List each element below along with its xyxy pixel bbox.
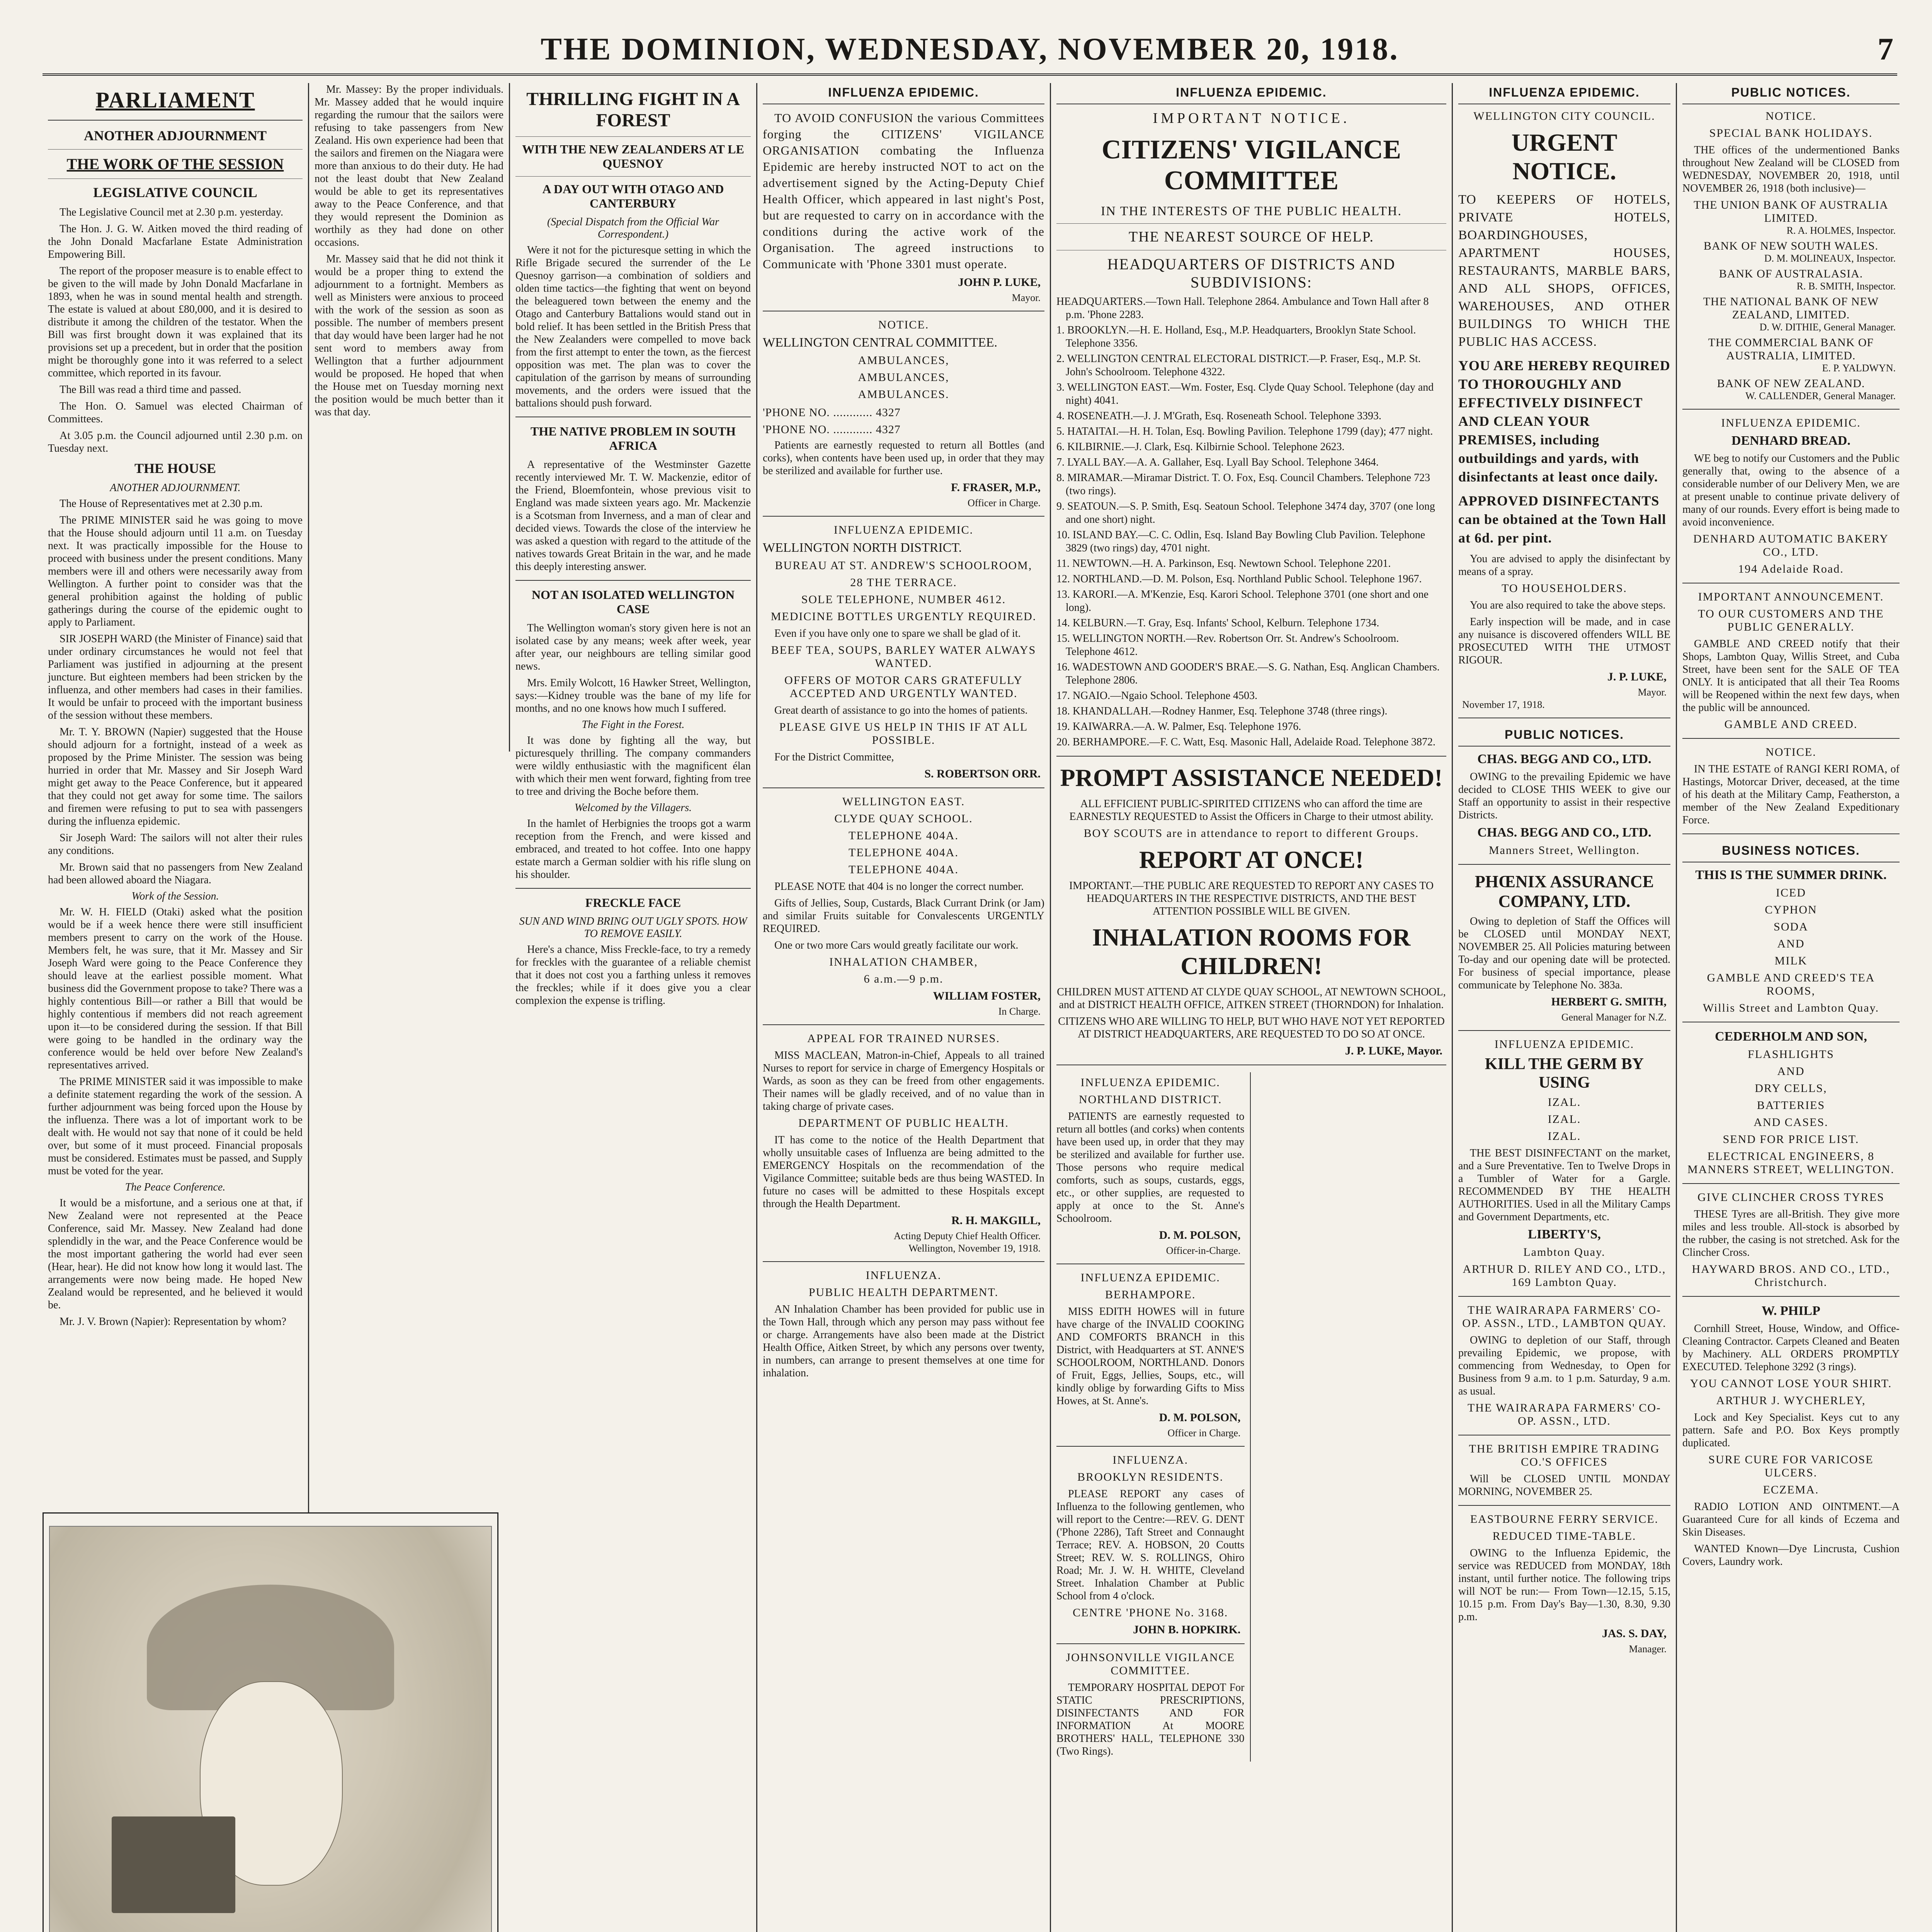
new-zealanders-subheading: WITH THE NEW ZEALANDERS AT LE QUESNOY xyxy=(522,142,744,170)
householders-heading: TO HOUSEHOLDERS. xyxy=(1502,582,1627,595)
public-notices-heading: PUBLIC NOTICES. xyxy=(1458,725,1670,747)
drink-item: AND xyxy=(1777,937,1805,950)
bank-signatory: W. CALLENDER, General Manager. xyxy=(1745,390,1896,401)
notice-date: November 17, 1918. xyxy=(1462,699,1545,710)
article-paragraph: The Legislative Council met at 2.30 p.m. yesterday. xyxy=(60,206,284,218)
approved-disinfectants: APPROVED DISINFECTANTS can be obtained at the Town Hall at 6d. per pint. xyxy=(1458,493,1667,546)
list-item: 12. NORTHLAND.—D. M. Polson, Esq. Northland Public School. Telephone 1967. xyxy=(1056,573,1422,585)
address-line: 28 THE TERRACE. xyxy=(850,576,957,589)
divider xyxy=(1056,223,1446,224)
izal-line: IZAL. xyxy=(1548,1096,1581,1109)
company-title: CHAS. BEGG AND CO., LTD. xyxy=(1477,752,1651,766)
list-item: 8. MIRAMAR.—Miramar District. T. O. Fox, Esq. Council Chambers. Telephone 723 (two rings). xyxy=(1056,472,1430,497)
kodak-advertisement xyxy=(43,1512,498,1932)
district-title: BROOKLYN RESIDENTS. xyxy=(1077,1471,1224,1483)
article-paragraph: The PRIME MINISTER said he was going to move that the House should adjourn until 11 a.m. on Tuesday next. It was practically impossible for the House to proceed with business under the present conditions. Many members were ill and others were necessarily away from Wellington. A further point to consider was that the general prohibition against the holding of public gatherings during the course of the epidemic ought to apply to Parliament. xyxy=(48,514,303,628)
notice-body: OWING to the Influenza Epidemic, the service was REDUCED from MONDAY, 18th instant, until further notice. The following trips will NOT be run:— From Town—12.15, 5.15, 10.15 p.m. From Day's Bay—1.30, 8.30, 9.30 p.m. xyxy=(1458,1547,1670,1623)
prompt-assistance-heading: PROMPT ASSISTANCE NEEDED! xyxy=(1060,764,1443,791)
column-influenza-notices-1 xyxy=(757,83,1051,1932)
another-adjournment-subheading: ANOTHER ADJOURNMENT. xyxy=(110,482,241,494)
notice-body: Cornhill Street, House, Window, and Office-Cleaning Contractor. Carpets Cleaned and Beaten by Machinery. ALL ORDERS PROMPTLY EXECUTED. Telephone 3292 (3 rings). xyxy=(1682,1323,1900,1373)
notice-signature: WILLIAM FOSTER, xyxy=(933,990,1041,1002)
notice-body: OWING to depletion of our Staff, through prevailing Epidemic, we propose, with commencing from Wednesday, to Open for Business from 9 a.m. to 1 p.m. Saturday, 9 a.m. as usual. xyxy=(1458,1334,1670,1397)
notice-body: One or two more Cars would greatly facilitate our work. xyxy=(774,939,1019,951)
inhalation-hours: 6 a.m.—9 p.m. xyxy=(864,973,944,985)
column-heading: INFLUENZA EPIDEMIC. xyxy=(1458,83,1670,104)
notice-body: CITIZENS WHO ARE WILLING TO HELP, BUT WHO HAVE NOT YET REPORTED AT DISTRICT HEADQUARTERS, ARE REQUESTED TO DO SO AT ONCE. xyxy=(1058,1015,1445,1040)
article-paragraph: The Hon. O. Samuel was elected Chairman of Committees. xyxy=(48,400,303,425)
notice-body: AN Inhalation Chamber has been provided for public use in the Town Hall, through which any person may pass without fee or charge. Arrangements have also been made at the District Health Office, Aitken Street, by which any persons over twenty, in numbers, can arrange to present themselves at one time for inhalation. xyxy=(763,1303,1044,1379)
article-paragraph: Here's a chance, Miss Freckle-face, to try a remedy for freckles with the guarantee of a reliable chemist that it does not cost you a farthing unless it removes the freckles; while if it does give you a clear complexion the expense is trifling. xyxy=(515,944,751,1007)
article-paragraph: The Bill was read a third time and passed. xyxy=(60,384,242,396)
centre-phone: CENTRE 'PHONE No. 3168. xyxy=(1073,1606,1228,1619)
notice-heading: INFLUENZA EPIDEMIC. xyxy=(1494,1038,1634,1051)
article-paragraph: The House of Representatives met at 2.30 p.m. xyxy=(60,498,263,510)
inhalation-chamber: INHALATION CHAMBER, xyxy=(829,956,978,968)
telephone-line: TELEPHONE 404A. xyxy=(849,863,959,876)
urgent-notice-heading: URGENT NOTICE. xyxy=(1511,129,1617,185)
address-line: ELECTRICAL ENGINEERS, 8 MANNERS STREET, WELLINGTON. xyxy=(1687,1150,1895,1176)
masthead xyxy=(43,23,1897,76)
drink-item: MILK xyxy=(1774,954,1808,967)
page-number: 7 xyxy=(1878,31,1893,66)
phone-line: 'PHONE NO. ............ 4327 xyxy=(763,423,901,436)
company-title: PHŒNIX ASSURANCE COMPANY, LTD. xyxy=(1475,872,1654,911)
divider xyxy=(1056,1643,1245,1644)
notice-signature: JAS. S. DAY, xyxy=(1602,1627,1667,1640)
notice-body: CHILDREN MUST ATTEND AT CLYDE QUAY SCHOOL, AT NEWTOWN SCHOOL, and at DISTRICT HEALTH OFFICE, AITKEN STREET (THORNDON) for Inhalation. xyxy=(1057,986,1446,1011)
notice-body: IT has come to the notice of the Health Department that wholly unsuitable cases of Influenza are being admitted to the EMERGENCY Hospitals on the recommendation of the Vigilance Committee; suitable beds are thus being WASTED. In future no cases will be admitted to these Hospitals except through the Health Department. xyxy=(763,1134,1044,1210)
notice-heading: IMPORTANT ANNOUNCEMENT. xyxy=(1698,590,1884,603)
notice-body: GAMBLE AND CREED notify that their Shops, Lambton Quay, Willis Street, and Cuba Street, have been sent for the SALE OF TEA ONLY. It is anticipated that all their Tea Rooms will be Reopened within the next few days, when the public will be announced. xyxy=(1682,638,1900,714)
notice-body: Gifts of Jellies, Soup, Custards, Black Currant Drink (or Jam) and similar Fruits suitable for Convalescents URGENTLY REQUIRED. xyxy=(763,897,1044,935)
request-line: MEDICINE BOTTLES URGENTLY REQUIRED. xyxy=(770,610,1037,623)
camera-icon xyxy=(112,1816,235,1913)
article-paragraph: It would be a misfortune, and a serious one at that, if New Zealand were not represented at the Peace Conference, said Mr. Massey. New Zealand had done splendidly in the war, and the Peace Conference would be the most important gathering the world had ever seen (Hear, hear). He did not know how long it would last. The arrangements were now being made. He hoped New Zealand would be represented, and he believed it would be. xyxy=(48,1197,303,1311)
article-paragraph: SIR JOSEPH WARD (the Minister of Finance) said that under ordinary circumstances he would not feel that Parliament was justified in adjourning at the present juncture. But eighteen members had been stricken by the influenza, and other members had cases in their families. It would be unfair to proceed with the important business of the session without these members. xyxy=(48,633,303,721)
kodak-illustration xyxy=(49,1526,492,1932)
urgent-requirement: YOU ARE HEREBY REQUIRED TO THOROUGHLY AND EFFECTIVELY DISINFECT AND CLEAN YOUR PREMISES, including outbuildings and yards, with disinfectants at least once daily. xyxy=(1458,358,1670,485)
left-notices xyxy=(1056,1072,1251,1762)
notice-body: MISS EDITH HOWES will in future have charge of the INVALID COOKING AND COMFORTS BRANCH in this District, with Headquarters at ST. ANNE'S SCHOOLROOM, NORTHLAND. Donors of Fruit, Eggs, Jellies, Soups, etc., will kindly oblige by forwarding Gifts to Miss Howes, at St. Anne's. xyxy=(1056,1306,1245,1407)
notice-body: Great dearth of assistance to go into the homes of patients. xyxy=(774,704,1028,716)
divider xyxy=(1458,1030,1670,1031)
notice-body: For the District Committee, xyxy=(774,751,894,763)
company-title: HAYWARD BROS. AND CO., LTD., Christchurch. xyxy=(1692,1263,1890,1289)
notice-signature-title: Acting Deputy Chief Health Officer. xyxy=(893,1230,1041,1242)
list-item: 13. KARORI.—A. M'Kenzie, Esq. Karori School. Telephone 3701 (one short and one long). xyxy=(1056,588,1429,614)
notice-heading: SURE CURE FOR VARICOSE ULCERS. xyxy=(1708,1453,1874,1479)
company-title: DENHARD BREAD. xyxy=(1731,434,1850,448)
notice-signature-title: Manager. xyxy=(1629,1643,1667,1655)
bank-name: THE COMMERCIAL BANK OF AUSTRALIA, LIMITED. xyxy=(1708,336,1874,362)
company-title: ARTHUR D. RILEY AND CO., LTD., 169 Lambton Quay. xyxy=(1463,1263,1666,1289)
villagers-subheading: Welcomed by the Villagers. xyxy=(574,802,692,814)
column-war-news xyxy=(510,83,757,1932)
thrilling-fight-heading: THRILLING FIGHT IN A FOREST xyxy=(526,89,740,131)
article-paragraph: The report of the proposer measure is to enable effect to be given to the will made by John Donald Macfarlane in 1893, when he was in sound mental health and strength. The estate is valued at about £80,000, and it is desired to distribute it among the children of the testator. When the Bill was first brought down it was explained that its provisions set up a precedent, but in order that the position might be thoroughly gone into it was referred to a select committee, which reported in its favour. xyxy=(48,265,303,379)
address-line: BUREAU AT ST. ANDREW'S SCHOOLROOM, xyxy=(775,559,1032,572)
work-of-session-subheading: Work of the Session. xyxy=(131,890,219,902)
business-notices-heading: BUSINESS NOTICES. xyxy=(1682,841,1900,862)
bank-signatory: E. P. YALDWYN. xyxy=(1822,362,1896,374)
article-paragraph: The Wellington woman's story given here is not an isolated case by any means; week after week, year after year, our neighbours are telling similar good news. xyxy=(515,622,751,672)
divider xyxy=(515,136,751,137)
divider xyxy=(1682,1183,1900,1184)
product-item: BATTERIES xyxy=(1757,1099,1825,1112)
bank-name: BANK OF AUSTRALASIA. xyxy=(1719,267,1863,280)
notice-body: IMPORTANT.—THE PUBLIC ARE REQUESTED TO REPORT ANY CASES TO HEADQUARTERS IN THE RESPECTIVE DISTRICTS, AND THE BEST ATTENTION POSSIBLE WILL BE GIVEN. xyxy=(1069,880,1434,917)
school-title: CLYDE QUAY SCHOOL. xyxy=(834,812,973,825)
price-list-line: SEND FOR PRICE LIST. xyxy=(1723,1133,1859,1146)
article-paragraph: Mr. W. H. FIELD (Otaki) asked what the position would be if a week hence there were still insufficient members present to carry on the work of the House. Members felt, he was sure, that it Mr. Massey and Sir Joseph Ward were going to the Peace Conference they should leave at the earliest possible moment. What business did the Government propose to take? There was a highly contentious Bill—or rather a Bill that would be highly contentious if members did not reach agreement upon it—to be considered during the session. If that Bill were going to be handled in the ordinary way the conference would be held over before New Zealand's representatives arrived. xyxy=(48,906,303,1071)
list-item: 7. LYALL BAY.—A. A. Gallaher, Esq. Lyall Bay School. Telephone 3464. xyxy=(1056,456,1379,468)
bank-signatory: D. M. MOLINEAUX, Inspector. xyxy=(1764,253,1896,264)
ambulance-line: AMBULANCES, xyxy=(858,371,949,384)
list-item: 10. ISLAND BAY.—C. C. Odlin, Esq. Island Bay Bowling Club Pavilion. Telephone 3829 (two rings) day, 4701 night. xyxy=(1056,529,1425,554)
inhalation-rooms-heading: INHALATION ROOMS FOR CHILDREN! xyxy=(1092,923,1411,980)
notice-signature: D. M. POLSON, xyxy=(1159,1229,1241,1242)
headquarters-heading: HEADQUARTERS OF DISTRICTS AND SUBDIVISIONS: xyxy=(1107,255,1396,291)
column-heading: INFLUENZA EPIDEMIC. xyxy=(1056,83,1446,104)
notice-heading: YOU CANNOT LOSE YOUR SHIRT. xyxy=(1690,1377,1892,1390)
column-public-notices xyxy=(1677,83,1905,1932)
address-line: Lambton Quay. xyxy=(1523,1246,1605,1259)
divider xyxy=(1458,1296,1670,1297)
article-paragraph: Sir Joseph Ward: The sailors will not alter their rules any conditions. xyxy=(48,832,303,857)
notice-signature-title: Officer in Charge. xyxy=(968,497,1041,509)
notice-signature: S. ROBERTSON ORR. xyxy=(924,767,1041,780)
divider xyxy=(1682,409,1900,410)
bank-signatory: D. W. DITHIE, General Manager. xyxy=(1759,321,1896,333)
notice-signature: HERBERT G. SMITH, xyxy=(1551,995,1667,1008)
drink-item: SODA xyxy=(1774,920,1808,933)
notice-body: TO AVOID CONFUSION the various Committees forging the CITIZENS' VIGILANCE ORGANISATION combating the Influenza Epidemic are hereby instructed NOT to act on the advertisement signed by the Acting-Deputy Chief Health Officer, which appeared in last night's Post, but are requested to carry on in accordance with the conditions during the active work of the Organisation. The agreed instructions to Communicate with 'Phone 3301 must operate. xyxy=(763,111,1044,271)
notice-body: WE beg to notify our Customers and the Public generally that, owing to the absence of a considerable number of our Delivery Men, we are at present unable to continue private delivery of many of our rounds. Every effort is being made to avoid inconvenience. xyxy=(1682,452,1900,528)
freckle-subheading: SUN AND WIND BRING OUT UGLY SPOTS. HOW TO REMOVE EASILY. xyxy=(519,915,747,940)
telephone-line: TELEPHONE 404A. xyxy=(849,829,959,842)
izal-line: IZAL. xyxy=(1548,1130,1581,1143)
notice-signature-title: Officer in Charge. xyxy=(1167,1427,1241,1439)
article-paragraph: Mr. Massey said that he did not think it would be a proper thing to extend the adjournment to a fortnight. Members as well as Ministers were anxious to proceed with the work of the session as soon as possible. The number of members present that day would have been larger had he not sent word to members away from Wellington that a further adjournment would be proposed. He hoped that when the House met on Tuesday morning next the position would be much better than it was that day. xyxy=(315,253,503,418)
council-title: WELLINGTON CITY COUNCIL. xyxy=(1473,110,1655,122)
notice-signature: J. P. LUKE, xyxy=(1607,670,1667,683)
company-title: EASTBOURNE FERRY SERVICE. xyxy=(1470,1513,1659,1526)
notice-body: IN THE ESTATE of RANGI KERI ROMA, of Hastings, Motorcar Driver, deceased, at the time of his death at the Military Camp, Featherston, a member of the New Zealand Expeditionary Force. xyxy=(1682,763,1900,826)
company-title: LIBERTY'S, xyxy=(1528,1227,1601,1242)
bank-name: THE NATIONAL BANK OF NEW ZEALAND, LIMITED. xyxy=(1703,295,1879,321)
article-paragraph: The Hon. J. G. W. Aitken moved the third reading of the John Donald Macfarlane Estate Administration Empowering Bill. xyxy=(48,223,303,260)
notice-body: Will be CLOSED UNTIL MONDAY MORNING, NOVEMBER 25. xyxy=(1458,1473,1670,1498)
list-item: 14. KELBURN.—T. Gray, Esq. Infants' School, Kelburn. Telephone 1734. xyxy=(1056,617,1379,629)
notice-signature-title: Mayor. xyxy=(1638,687,1667,698)
bank-name: BANK OF NEW SOUTH WALES. xyxy=(1703,240,1879,252)
two-column-notices xyxy=(1056,1072,1446,1762)
right-notices xyxy=(1259,1072,1447,1762)
peace-conference-subheading: The Peace Conference. xyxy=(125,1181,226,1193)
izal-line: IZAL. xyxy=(1548,1113,1581,1126)
committee-title: WELLINGTON CENTRAL COMMITTEE. xyxy=(763,335,998,350)
product-item: FLASHLIGHTS xyxy=(1748,1048,1834,1061)
list-item: 19. KAIWARRA.—A. W. Palmer, Esq. Telephone 1976. xyxy=(1056,721,1301,733)
notice-subheading: TO OUR CUSTOMERS AND THE PUBLIC GENERALLY. xyxy=(1698,607,1884,633)
divider xyxy=(1056,756,1446,757)
list-item: 16. WADESTOWN AND GOODER'S BRAE.—S. G. Nathan, Esq. Anglican Chambers. Telephone 2806. xyxy=(1056,661,1440,686)
list-item: 11. NEWTOWN.—H. A. Parkinson, Esq. Newtown School. Telephone 2201. xyxy=(1056,558,1391,570)
divider xyxy=(763,516,1044,517)
notice-body: OWING to the prevailing Epidemic we have decided to CLOSE THIS WEEK to give our Staff an opportunity to assist in their respective Districts. xyxy=(1458,771,1670,821)
ambulance-line: AMBULANCES. xyxy=(858,388,949,401)
notice-signature-title: General Manager for N.Z. xyxy=(1561,1012,1667,1023)
article-paragraph: Mr. Massey: By the proper individuals. Mr. Massey added that he would inquire regarding the rumour that the sailors were refusing to take passengers from New Zealand. His own experience had been that the sailors and firemen on the Niagara were more than anxious to do their duty. He had not the least doubt that New Zealand would be able to get its representatives away to the Peace Conference, and that they would represent the Dominion as worthily as they had done on other occasions. xyxy=(315,83,504,248)
divider xyxy=(1682,833,1900,834)
important-notice: IMPORTANT NOTICE. xyxy=(1153,110,1350,126)
parliament-heading: PARLIAMENT xyxy=(95,87,255,112)
notice-heading: JOHNSONVILLE VIGILANCE COMMITTEE. xyxy=(1066,1651,1235,1677)
article-paragraph: Mr. T. Y. BROWN (Napier) suggested that the House should adjourn for a fortnight, instead of a week as proposed by the Prime Minister. The session was being hurried in order that Mr. Massey and Sir Joseph Ward might get away to the Peace Conference, but it appeared that they could not get away for some time. The sailors and firemen were refusing to put to sea with passengers during the influenza epidemic. xyxy=(48,726,303,827)
notice-body: You are also required to take the above steps. xyxy=(1470,599,1666,611)
column-heading: PUBLIC NOTICES. xyxy=(1682,83,1900,104)
notice-body: Lock and Key Specialist. Keys cut to any pattern. Safe and P.O. Box Keys promptly duplicated. xyxy=(1682,1412,1900,1449)
headquarters-list xyxy=(1056,295,1446,749)
company-title: CEDERHOLM AND SON, xyxy=(1715,1029,1867,1044)
column-parliament-continued xyxy=(309,83,510,752)
drink-item: ICED xyxy=(1776,886,1806,899)
notice-body: MISS MACLEAN, Matron-in-Chief, Appeals to all trained Nurses to report for service in charge of Emergency Hospitals or Wards, as soon as they can be freed from other engagements. Their names will be gladly received, and of no value than in taking charge of private cases. xyxy=(763,1049,1044,1112)
notice-body: You are advised to apply the disinfectant by means of a spray. xyxy=(1458,553,1670,578)
notice-signature: F. FRASER, M.P., xyxy=(951,481,1041,494)
notice-body: THE offices of the undermentioned Banks throughout New Zealand will be CLOSED from WEDNESDAY, NOVEMBER 20, 1918, until NOVEMBER 26, 1918 (both inclusive)— xyxy=(1682,144,1900,194)
district-title: BERHAMPORE. xyxy=(1105,1288,1196,1301)
notice-heading: INFLUENZA EPIDEMIC. xyxy=(1080,1271,1220,1284)
divider xyxy=(1458,864,1670,865)
bank-signatory: R. A. HOLMES, Inspector. xyxy=(1786,225,1896,236)
fight-forest-subheading: The Fight in the Forest. xyxy=(582,719,685,731)
native-problem-heading: THE NATIVE PROBLEM IN SOUTH AFRICA xyxy=(530,424,736,452)
notice-body: ALL EFFICIENT PUBLIC-SPIRITED CITIZENS who can afford the time are EARNESTLY REQUESTED to Assist the Officers in Charge to their utmost ability. xyxy=(1069,798,1434,823)
parliament-subheading: ANOTHER ADJOURNMENT xyxy=(83,128,267,143)
notice-signature: R. H. MAKGILL, xyxy=(951,1214,1041,1227)
notice-heading: GIVE CLINCHER CROSS TYRES xyxy=(1697,1191,1884,1204)
address-line: SOLE TELEPHONE, NUMBER 4612. xyxy=(801,593,1006,606)
holidays-heading: SPECIAL BANK HOLIDAYS. xyxy=(1709,127,1873,139)
nearest-help: THE NEAREST SOURCE OF HELP. xyxy=(1129,229,1374,245)
divider xyxy=(515,176,751,177)
divider xyxy=(515,580,751,581)
list-item: 20. BERHAMPORE.—F. C. Watt, Esq. Masonic Hall, Adelaide Road. Telephone 3872. xyxy=(1056,736,1435,748)
district-title: WELLINGTON EAST. xyxy=(842,795,965,808)
notice-body: PATIENTS are earnestly requested to return all bottles (and corks) when contents have been used up, in order that they may be sterilized and available for further use. Those persons who require medical comforts, such as soups, custards, eggs, etc., or other supplies, are requested to apply at once to the St. Anne's Schoolroom. xyxy=(1056,1111,1245,1225)
article-paragraph: Mr. Brown said that no passengers from New Zealand had been allowed aboard the Niagara. xyxy=(48,861,303,886)
urgent-notice-body: TO KEEPERS OF HOTELS, PRIVATE HOTELS, BOARDINGHOUSES, APARTMENT HOUSES, RESTAURANTS, MARBLE BARS, AND ALL SHOPS, OFFICES, WAREHOUSES, AND OTHER BUILDINGS TO WHICH THE PUBLIC HAS ACCESS. xyxy=(1458,192,1670,349)
notice-heading: APPEAL FOR TRAINED NURSES. xyxy=(807,1032,1000,1045)
department-title: PUBLIC HEALTH DEPARTMENT. xyxy=(808,1286,999,1299)
department-title: DEPARTMENT OF PUBLIC HEALTH. xyxy=(798,1117,1009,1129)
bank-name: BANK OF NEW ZEALAND. xyxy=(1717,377,1865,390)
divider xyxy=(763,787,1044,788)
notice-signature: J. P. LUKE, Mayor. xyxy=(1345,1044,1442,1057)
notice-signature: JOHN B. HOPKIRK. xyxy=(1133,1623,1241,1636)
notice-label: NOTICE. xyxy=(1765,746,1816,759)
district-title: NORTHLAND DISTRICT. xyxy=(1078,1093,1222,1106)
notice-heading: INFLUENZA. xyxy=(1112,1454,1189,1466)
article-paragraph: Mrs. Emily Wolcott, 16 Hawker Street, Wellington, says:—Kidney trouble was the bane of my life for months, and no one knows how much I suffered. xyxy=(515,677,751,714)
company-title: THE BRITISH EMPIRE TRADING CO.'S OFFICES xyxy=(1469,1442,1660,1468)
notice-date: Wellington, November 19, 1918. xyxy=(908,1243,1041,1254)
company-title: DENHARD AUTOMATIC BAKERY CO., LTD. xyxy=(1693,532,1889,558)
notice-body: PLEASE NOTE that 404 is no longer the correct number. xyxy=(774,881,1024,893)
column-city-council xyxy=(1453,83,1677,1932)
citizens-vigilance-heading: CITIZENS' VIGILANCE COMMITTEE xyxy=(1102,135,1401,196)
cvc-subheading: IN THE INTERESTS OF THE PUBLIC HEALTH. xyxy=(1101,204,1402,218)
divider xyxy=(1056,1446,1245,1447)
summer-drink-heading: THIS IS THE SUMMER DRINK. xyxy=(1695,868,1887,882)
otago-canterbury-subheading: A DAY OUT WITH OTAGO AND CANTERBURY xyxy=(542,182,724,210)
boy-scouts-line: BOY SCOUTS are in attendance to report to different Groups. xyxy=(1083,827,1419,840)
divider xyxy=(515,888,751,889)
ambulance-line: AMBULANCES, xyxy=(858,354,949,367)
request-line: BEEF TEA, SOUPS, BARLEY WATER ALWAYS WANTED. xyxy=(771,644,1036,670)
company-title: CHAS. BEGG AND CO., LTD. xyxy=(1477,825,1651,840)
the-house-heading: THE HOUSE xyxy=(134,461,216,476)
notice-body: THE BEST DISINFECTANT on the market, and a Sure Preventative. Ten to Twelve Drops in a Tumbler of Water for a Gargle. RECOMMENDED BY THE HEALTH AUTHORITIES. Used in all the Military Camps and Government Departments, etc. xyxy=(1458,1147,1670,1223)
notice-heading: REDUCED TIME-TABLE. xyxy=(1492,1530,1636,1543)
column-citizens-vigilance xyxy=(1051,83,1453,1932)
notice-body: TEMPORARY HOSPITAL DEPOT For STATIC PRESCRIPTIONS, DISINFECTANTS AND FOR INFORMATION At MOORE BROTHERS' HALL, TELEPHONE 330 (Two Rings). xyxy=(1056,1682,1245,1757)
divider xyxy=(48,149,303,150)
notice-body: WANTED Known—Dye Lincrusta, Cushion Covers, Laundry work. xyxy=(1682,1543,1900,1568)
request-line: PLEASE GIVE US HELP IN THIS IF AT ALL POSSIBLE. xyxy=(779,721,1028,747)
request-line: OFFERS OF MOTOR CARS GRATEFULLY ACCEPTED AND URGENTLY WANTED. xyxy=(784,674,1023,700)
bank-name: THE UNION BANK OF AUSTRALIA LIMITED. xyxy=(1694,199,1888,224)
phone-line: 'PHONE NO. ............ 4327 xyxy=(763,406,901,419)
list-item: 17. NGAIO.—Ngaio School. Telephone 4503. xyxy=(1056,690,1258,702)
notice-label: NOTICE. xyxy=(878,318,929,331)
list-item: 5. HATAITAI.—H. H. Tolan, Esq. Bowling Pavilion. Telephone 1799 (day); 477 night. xyxy=(1056,425,1433,437)
article-paragraph: Were it not for the picturesque setting in which the Rifle Brigade secured the surrender of the Le Quesnoy garrison—a combination of soldiers and olden time tactics—the fighting that went on beyond the beleaguered town between the enemy and the Otago and Canterbury Battalions would stand out in bold relief. It has been settled in the British Press that the New Zealanders were compelled to move back from the first attempt to enter the town, as the fiercest opposition was met. The plan was to cover the capitulation of the garrison by means of surrounding movements, and the orders were issued that the battalions should push forward. xyxy=(515,244,751,409)
list-item: 15. WELLINGTON NORTH.—Rev. Robertson Orr. St. Andrew's Schoolroom. Telephone 4612. xyxy=(1056,633,1399,658)
newspaper-title: THE DOMINION, WEDNESDAY, NOVEMBER 20, 1918. xyxy=(541,31,1399,66)
notice-body: Early inspection will be made, and in case any nuisance is discovered offenders WILL BE PROSECUTED WITH THE UTMOST RIGOUR. xyxy=(1458,616,1670,666)
notice-body: Owing to depletion of Staff the Offices will be CLOSED until MONDAY NEXT, NOVEMBER 25. All Policies maturing between To-day and our opening date will be protected. For business of special importance, please communicate by Telephone No. 383a. xyxy=(1458,915,1670,991)
notice-body: Even if you have only one to spare we shall be glad of it. xyxy=(774,628,1021,639)
company-title: ARTHUR J. WYCHERLEY, xyxy=(1716,1394,1866,1407)
product-item: AND xyxy=(1777,1065,1805,1078)
notice-body: RADIO LOTION AND OINTMENT.—A Guaranteed Cure for all kinds of Eczema and Skin Diseases. xyxy=(1682,1501,1900,1538)
list-item: HEADQUARTERS.—Town Hall. Telephone 2864. Ambulance and Town Hall after 8 p.m. 'Phone 2283. xyxy=(1056,296,1429,321)
list-item: 18. KHANDALLAH.—Rodney Hanmer, Esq. Telephone 3748 (three rings). xyxy=(1056,705,1388,717)
article-paragraph: At 3.05 p.m. the Council adjourned until 2.30 p.m. on Tuesday next. xyxy=(48,430,303,454)
divider xyxy=(48,120,303,121)
notice-heading: INFLUENZA EPIDEMIC. xyxy=(1721,417,1861,429)
notice-heading: INFLUENZA. xyxy=(866,1269,942,1282)
list-item: 3. WELLINGTON EAST.—Wm. Foster, Esq. Clyde Quay School. Telephone (day and night) 4041. xyxy=(1056,381,1434,406)
izal-heading: KILL THE GERM BY USING xyxy=(1485,1055,1644,1092)
article-paragraph: In the hamlet of Herbignies the troops got a warm reception from the French, and were kissed and embraced, and treated to hot coffee. Into one happy estate march a German soldier with his rifle slung on his shoulder. xyxy=(515,818,751,881)
column-heading: INFLUENZA EPIDEMIC. xyxy=(763,83,1044,104)
notice-signature-title: Officer-in-Charge. xyxy=(1166,1245,1241,1256)
article-paragraph: It was done by fighting all the way, but picturesquely thrilling. The company commanders were wildly enthusiastic with the magnificent élan with which their men went forward, fighting from tree to tree and driving the Boche before them. xyxy=(515,735,751,798)
district-title: WELLINGTON NORTH DISTRICT. xyxy=(763,541,962,555)
product-item: DRY CELLS, xyxy=(1755,1082,1827,1095)
address-line: Willis Street and Lambton Quay. xyxy=(1702,1002,1879,1014)
address-line: 194 Adelaide Road. xyxy=(1738,563,1844,575)
notice-heading: INFLUENZA EPIDEMIC. xyxy=(1080,1076,1220,1089)
notice-body: Patients are earnestly requested to return all Bottles (and corks), when contents have been used up, in order that they may be sterilized and available for further use. xyxy=(763,439,1044,477)
divider xyxy=(1458,1505,1670,1506)
work-of-session-heading: THE WORK OF THE SESSION xyxy=(66,155,284,173)
product-item: AND CASES. xyxy=(1753,1116,1828,1129)
company-title: GAMBLE AND CREED. xyxy=(1724,718,1858,731)
isolated-case-heading: NOT AN ISOLATED WELLINGTON CASE xyxy=(532,588,735,616)
divider xyxy=(1682,1296,1900,1297)
divider xyxy=(1682,738,1900,739)
notice-body: THESE Tyres are all-British. They give more miles and less trouble. All-stock is absorbed by the rubber, the casing is not stretched. Ask for the Clincher Cross. xyxy=(1682,1208,1900,1259)
divider xyxy=(763,1261,1044,1262)
divider xyxy=(763,1024,1044,1025)
list-item: 6. KILBIRNIE.—J. Clark, Esq. Kilbirnie School. Telephone 2623. xyxy=(1056,441,1345,453)
bank-signatory: R. B. SMITH, Inspector. xyxy=(1796,281,1896,292)
article-paragraph: The PRIME MINISTER said it was impossible to make a definite statement regarding the work of the session. A further adjournment was being forced upon the House by the influenza. There was a lot of important work to be dealt with. He would not say that none of it could be held over, but some of it must proceed. Financial proposals must be considered. Estimates must be passed, and Supply must be voted for the year. xyxy=(48,1076,303,1177)
article-paragraph: Mr. J. V. Brown (Napier): Representation by whom? xyxy=(60,1316,286,1328)
company-title: W. PHILP xyxy=(1762,1304,1820,1318)
notice-heading: INFLUENZA EPIDEMIC. xyxy=(833,524,974,536)
company-title: THE WAIRARAPA FARMERS' CO-OP. ASSN., LTD. xyxy=(1467,1401,1662,1427)
dateline: (Special Dispatch from the Official War Correspondent.) xyxy=(547,216,719,240)
notice-heading: ECZEMA. xyxy=(1763,1483,1819,1496)
notice-body: PLEASE REPORT any cases of Influenza to the following gentlemen, who will report to the Centre:—REV. G. DENT ('Phone 2286), Taft Street and Connaught Terrace; REV. A. HOBSON, 20 Coutts Street; REV. W. S. ROLLINGS, Ohiro Road; Mr. J. W. H. WHITE, Cleveland Street. Inhalation Chamber at Public School from 4 o'clock. xyxy=(1056,1488,1245,1602)
notice-signature: D. M. POLSON, xyxy=(1159,1411,1241,1424)
freckle-face-heading: FRECKLE FACE xyxy=(585,896,681,910)
list-item: 1. BROOKLYN.—H. E. Holland, Esq., M.P. Headquarters, Brooklyn State School. Telephone 3356. xyxy=(1056,324,1416,349)
list-item: 4. ROSENEATH.—J. J. M'Grath, Esq. Roseneath School. Telephone 3393. xyxy=(1056,410,1381,422)
legislative-council-heading: LEGISLATIVE COUNCIL xyxy=(93,185,257,200)
company-title: GAMBLE AND CREED'S TEA ROOMS, xyxy=(1707,971,1875,997)
notice-label: NOTICE. xyxy=(1765,110,1816,122)
notice-signature-title: Mayor. xyxy=(1012,292,1041,303)
article-paragraph: A representative of the Westminster Gazette recently interviewed Mr. T. W. Mackenzie, editor of the Friend, Bloemfontein, whose previous visit to England was made sixteen years ago. Mr. Mackenzie is a Scotsman from Inverness, and a man of clear and decided views. Towards the close of the interview he was asked a question with regard to the attitude of the natives towards Great Britain in the war, and he made this deeply interesting answer. xyxy=(515,459,751,573)
report-at-once-heading: REPORT AT ONCE! xyxy=(1139,846,1364,873)
notice-signature: JOHN P. LUKE, xyxy=(958,276,1041,289)
list-item: 2. WELLINGTON CENTRAL ELECTORAL DISTRICT.—P. Fraser, Esq., M.P. St. John's Schoolroom. Telephone 4322. xyxy=(1056,353,1421,378)
address-line: Manners Street, Wellington. xyxy=(1489,844,1640,857)
company-title: THE WAIRARAPA FARMERS' CO-OP. ASSN., LTD., LAMBTON QUAY. xyxy=(1462,1304,1667,1330)
notice-signature-title: In Charge. xyxy=(998,1006,1041,1017)
list-item: 9. SEATOUN.—S. P. Smith, Esq. Seatoun School. Telephone 3474 day, 3707 (one long and one short) night. xyxy=(1056,500,1435,526)
telephone-line: TELEPHONE 404A. xyxy=(849,846,959,859)
drink-item: CYPHON xyxy=(1765,903,1817,916)
